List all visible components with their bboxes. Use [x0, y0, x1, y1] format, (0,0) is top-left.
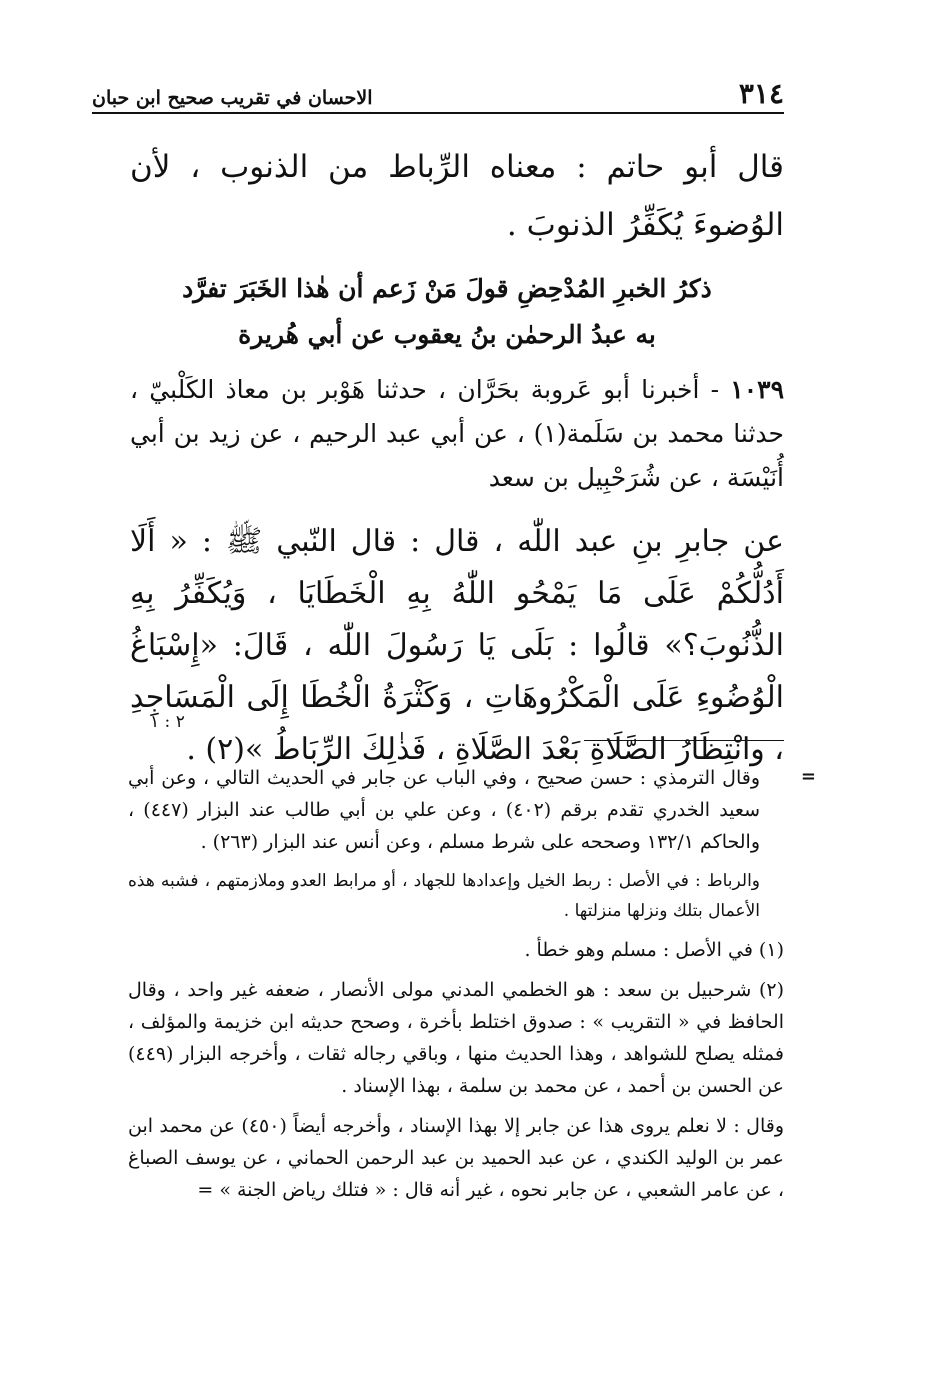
continuation-mark-top: =	[800, 766, 816, 787]
footnote-separator	[584, 740, 784, 741]
note-paragraph-2: والرباط : في الأصل : ربط الخيل وإعدادها للجهاد ، أو مرابط العدو وملازمتهم ، فشبه هذه الأعمال بتلك ونزلها منزلتها .	[128, 871, 760, 921]
page-number: ٣١٤	[738, 77, 784, 110]
chapter-heading-line-1: ذكرُ الخبرِ المُدْحِضِ قولَ مَنْ زَعم أن هٰذا الخَبَرَ تفرَّد	[182, 274, 712, 303]
isnad-text: - أخبرنا أبو عَروبة بحَرَّان ، حدثنا هَوْبر بن معاذ الكَلْبيّ ، حدثنا محمد بن سَلَمة(١) ، عن أبي عبد الرحيم ، عن زيد بن أبي أُنَيْسَة ، عن شُرَحْبِيل بن سعد	[130, 375, 784, 492]
cross-reference: ٢ : ١	[150, 712, 185, 732]
note-paragraph-1: وقال الترمذي : حسن صحيح ، وفي الباب عن جابر في الحديث التالي ، وعن أبي سعيد الخدري تقدم برقم (٤٠٢) ، وعن علي بن أبي طالب عند البزار (٤٤٧) ، والحاكم ١٣٢/١ وصححه على شرط مسلم ، وعن أنس عند البزار (٢٦٣) .	[128, 767, 761, 853]
footnote-2-continued: وقال : لا نعلم يروى هذا عن جابر إلا بهذا الإسناد ، وأخرجه أيضاً (٤٥٠) عن محمد ابن عمر بن الوليد الكندي ، عن عبد الحميد بن عبد الرحمن الحماني ، عن يوسف الصباغ ، عن عامر الشعبي ، عن جابر نحوه ، غير أنه قال : « فتلك رياض الجنة » =	[128, 1115, 784, 1201]
hadith-number: ١٠٣٩	[730, 375, 784, 404]
page-header	[92, 72, 784, 114]
chapter-heading-line-2: به عبدُ الرحمٰن بنُ يعقوب عن أبي هُريرة	[238, 320, 656, 349]
hadith-isnad	[130, 368, 784, 500]
intro-paragraph: قال أبو حاتم : معناه الرِّباط من الذنوب ، لأن الوُضوءَ يُكَفِّرُ الذنوبَ .	[130, 149, 784, 243]
chapter-heading	[180, 266, 714, 358]
footnote-2: (٢) شرحبيل بن سعد : هو الخطمي المدني مولى الأنصار ، ضعفه غير واحد ، وقال الحافظ في « التقريب » : صدوق اختلط بأخرة ، وصحح حديثه ابن خزيمة والمؤلف ، فمثله يصلح للشواهد ، وهذا الحديث منها ، وباقي رجاله ثقات ، وأخرجه البزار (٤٤٩) عن الحسن بن أحمد ، عن محمد بن سلمة ، بهذا الإسناد .	[128, 979, 784, 1097]
running-title: الاحسان في تقريب صحيح ابن حبان	[92, 87, 373, 109]
footnote-1: (١) في الأصل : مسلم وهو خطأ .	[524, 939, 784, 961]
footnotes-section	[128, 762, 784, 1214]
hadith-matn: عن جابرِ بنِ عبد اللّٰه ، قال : قال النّبي ﷺ : « أَلَا أَدُلُّكُمْ عَلَى مَا يَمْحُو اللّٰهُ بِهِ الْخَطَايَا ، وَيُكَفِّرُ بِهِ الذُّنُوبَ؟» قالُوا : بَلَى يَا رَسُولَ اللّٰه ، قَالَ: «إِسْبَاغُ الْوُضُوءِ عَلَى الْمَكْرُوهَاتِ ، وَكَثْرَةُ الْخُطَا إِلَى الْمَسَاجِدِ ، وانْتِظَارُ الصَّلَاةِ بَعْدَ الصَّلَاةِ ، فَذٰلِكَ الرِّبَاطُ »(٢) .	[130, 524, 784, 767]
